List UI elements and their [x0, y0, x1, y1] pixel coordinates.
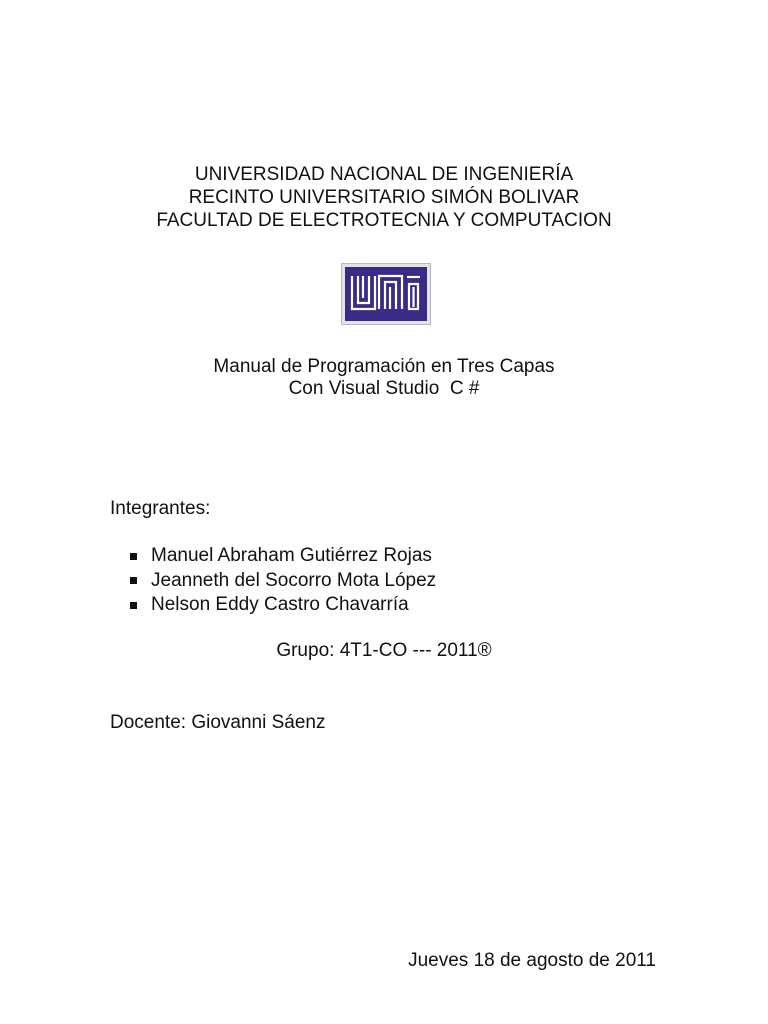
title-line-1: Manual de Programación en Tres Capas — [213, 356, 555, 377]
group-info: Grupo: 4T1-CO --- 2011® — [276, 640, 492, 661]
square-bullet-icon — [130, 553, 137, 560]
title-line-2: Con Visual Studio C # — [288, 378, 480, 399]
uni-logo — [341, 263, 431, 325]
manual-title — [0, 356, 768, 400]
square-bullet-icon — [130, 602, 137, 609]
docente-info: Docente: Giovanni Sáenz — [110, 712, 326, 733]
list-item — [130, 544, 436, 569]
member-name: Nelson Eddy Castro Chavarría — [151, 594, 409, 616]
list-item — [130, 569, 436, 594]
institution-header — [0, 163, 768, 232]
square-bullet-icon — [130, 577, 137, 584]
member-name: Manuel Abraham Gutiérrez Rojas — [151, 545, 432, 567]
university-name: UNIVERSIDAD NACIONAL DE INGENIERÍA — [194, 164, 574, 185]
document-date: Jueves 18 de agosto de 2011 — [408, 950, 656, 971]
campus-name: RECINTO UNIVERSITARIO SIMÓN BOLIVAR — [188, 187, 580, 208]
integrantes-label: Integrantes: — [110, 498, 211, 519]
list-item — [130, 593, 436, 618]
member-name: Jeanneth del Socorro Mota López — [151, 569, 437, 591]
members-list — [130, 544, 436, 618]
faculty-name: FACULTAD DE ELECTROTECNIA Y COMPUTACION — [156, 210, 612, 231]
